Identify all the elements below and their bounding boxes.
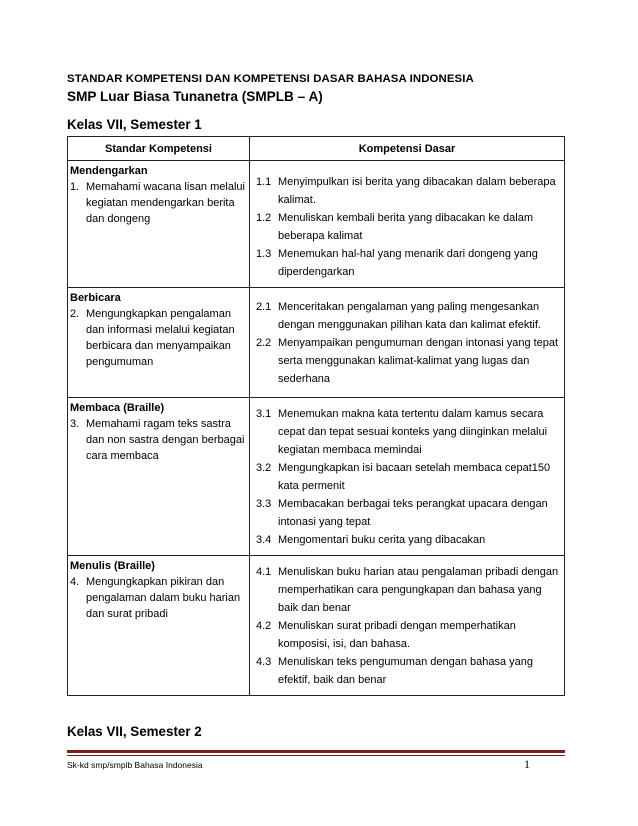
- kd-number: 3.2: [256, 462, 272, 474]
- kd-text: Menuliskan kembali berita yang dibacakan ke dalam beberapa kalimat: [278, 212, 533, 242]
- competency-table: [67, 136, 565, 696]
- table-row: [68, 161, 565, 288]
- footer-rule: [67, 750, 565, 753]
- column-header-standar: Standar Kompetensi: [68, 137, 250, 161]
- kd-text: Mengungkapkan isi bacaan setelah membaca cepat150 kata permenit: [278, 462, 551, 492]
- skill-topic: Membaca (Braille): [70, 402, 165, 414]
- semester-2-heading: Kelas VII, Semester 2: [67, 724, 202, 739]
- table-row: [68, 398, 565, 556]
- kd-cell: [250, 288, 565, 398]
- kd-number: 3.3: [256, 498, 272, 510]
- kd-item: [256, 245, 562, 281]
- sk-cell: [68, 161, 250, 288]
- kd-item: [256, 298, 562, 334]
- sk-number: 1.: [70, 181, 80, 193]
- kd-text: Menuliskan surat pribadi dengan memperhatikan komposisi, isi, dan bahasa.: [278, 620, 516, 650]
- kd-cell: [250, 556, 565, 696]
- page-number: 1: [524, 757, 530, 771]
- kd-number: 4.3: [256, 656, 272, 668]
- document-heading: STANDAR KOMPETENSI DAN KOMPETENSI DASAR BAHASA INDONESIA: [67, 73, 474, 85]
- table-header-row: [68, 137, 565, 161]
- kd-number: 1.1: [256, 176, 272, 188]
- sk-number: 3.: [70, 418, 80, 430]
- kd-text: Menceritakan pengalaman yang paling mengesankan dengan menggunakan pilihan kata dan kalimat efektif.: [278, 301, 541, 331]
- skill-topic: Mendengarkan: [70, 165, 148, 177]
- kd-number: 4.1: [256, 566, 272, 578]
- column-header-kompetensi: Kompetensi Dasar: [250, 137, 565, 161]
- kd-item: [256, 653, 562, 689]
- sk-item: [68, 179, 249, 227]
- table-row: [68, 288, 565, 398]
- kd-text: Menemukan makna kata tertentu dalam kamus secara cepat dan tepat sesuai konteks yang diinginkan melalui kegiatan membaca memindai: [278, 408, 548, 456]
- table-row: [68, 556, 565, 696]
- kd-number: 4.2: [256, 620, 272, 632]
- kd-item: [256, 617, 562, 653]
- kd-text: Menyimpulkan isi berita yang dibacakan dalam beberapa kalimat.: [278, 176, 556, 206]
- kd-item: [256, 495, 562, 531]
- footer-rule-thin: [67, 755, 565, 756]
- kd-item: [256, 531, 562, 549]
- kd-number: 3.1: [256, 408, 272, 420]
- sk-item: [68, 306, 249, 370]
- skill-topic: Menulis (Braille): [70, 560, 155, 572]
- kd-item: [256, 405, 562, 459]
- sk-text: Mengungkapkan pikiran dan pengalaman dalam buku harian dan surat pribadi: [86, 576, 241, 620]
- kd-item: [256, 459, 562, 495]
- skill-topic: Berbicara: [70, 292, 121, 304]
- sk-text: Mengungkapkan pengalaman dan informasi melalui kegiatan berbicara dan menyampaikan pengumuman: [86, 308, 235, 368]
- kd-number: 2.2: [256, 337, 272, 349]
- footer-text: Sk-kd smp/smplb Bahasa Indonesia: [67, 760, 203, 770]
- kd-text: Membacakan berbagai teks perangkat upacara dengan intonasi yang tepat: [278, 498, 548, 528]
- kd-cell: [250, 398, 565, 556]
- kd-item: [256, 209, 562, 245]
- kd-number: 2.1: [256, 301, 272, 313]
- kd-cell: [250, 161, 565, 288]
- sk-number: 2.: [70, 308, 80, 320]
- kd-number: 3.4: [256, 534, 272, 546]
- kd-text: Menyampaikan pengumuman dengan intonasi yang tepat serta menggunakan kalimat-kalimat yang lugas dan sederhana: [278, 337, 559, 385]
- kd-item: [256, 563, 562, 617]
- sk-number: 4.: [70, 576, 80, 588]
- kd-text: Menuliskan buku harian atau pengalaman pribadi dengan memperhatikan cara pengungkapan dan bahasa yang baik dan benar: [278, 566, 559, 614]
- kd-number: 1.3: [256, 248, 272, 260]
- kd-item: [256, 173, 562, 209]
- sk-text: Memahami wacana lisan melalui kegiatan mendengarkan berita dan dongeng: [86, 181, 245, 225]
- kd-text: Mengomentari buku cerita yang dibacakan: [278, 534, 486, 546]
- sk-cell: [68, 398, 250, 556]
- kd-text: Menemukan hal-hal yang menarik dari dongeng yang diperdengarkan: [278, 248, 538, 278]
- kd-text: Menuliskan teks pengumuman dengan bahasa yang efektif, baik dan benar: [278, 656, 534, 686]
- kd-item: [256, 334, 562, 388]
- sk-item: [68, 574, 249, 622]
- semester-1-heading: Kelas VII, Semester 1: [67, 117, 202, 132]
- sk-cell: [68, 288, 250, 398]
- sk-item: [68, 416, 249, 464]
- sk-cell: [68, 556, 250, 696]
- sk-text: Memahami ragam teks sastra dan non sastra dengan berbagai cara membaca: [86, 418, 245, 462]
- kd-number: 1.2: [256, 212, 272, 224]
- document-subheading: SMP Luar Biasa Tunanetra (SMPLB – A): [67, 89, 323, 104]
